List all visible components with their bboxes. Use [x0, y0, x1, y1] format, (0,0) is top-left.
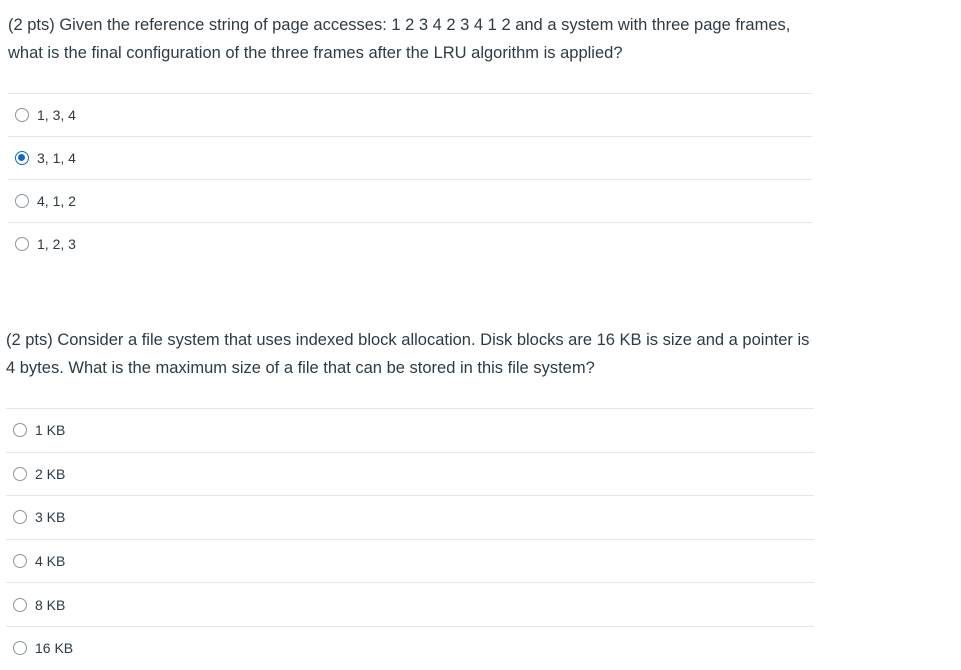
- answer-label: 1 KB: [35, 422, 66, 439]
- radio-button[interactable]: [13, 554, 27, 568]
- question-2-answers: [6, 408, 814, 670]
- answer-option[interactable]: [6, 539, 814, 583]
- radio-button[interactable]: [13, 510, 27, 524]
- answer-option[interactable]: [8, 93, 812, 136]
- answer-label: 1, 2, 3: [37, 236, 76, 252]
- answer-label: 3 KB: [35, 509, 66, 526]
- answer-option[interactable]: [8, 179, 812, 222]
- radio-button[interactable]: [13, 467, 27, 481]
- question-2-text: (2 pts) Consider a file system that uses indexed block allocation. Disk blocks are 16 KB is size and a pointer is 4 bytes. What is the maximum size of a file that can be stored in this file system?: [6, 331, 810, 377]
- radio-button[interactable]: [15, 194, 29, 208]
- answer-option[interactable]: [8, 136, 812, 179]
- answer-label: 4 KB: [35, 553, 66, 570]
- answer-option[interactable]: [6, 495, 814, 539]
- answer-option[interactable]: [6, 626, 814, 670]
- answer-option[interactable]: [8, 222, 812, 265]
- answer-option[interactable]: [6, 582, 814, 626]
- radio-button[interactable]: [13, 423, 27, 437]
- radio-button-selected[interactable]: [15, 151, 29, 165]
- answer-label: 3, 1, 4: [37, 150, 76, 166]
- answer-label: 16 KB: [35, 640, 74, 657]
- answer-label: 4, 1, 2: [37, 193, 76, 209]
- radio-button[interactable]: [15, 108, 29, 122]
- answer-option[interactable]: [6, 452, 814, 496]
- question-1: [8, 11, 812, 252]
- answer-option[interactable]: [6, 408, 814, 452]
- answer-label: 8 KB: [35, 596, 66, 613]
- answer-label: 1, 3, 4: [37, 107, 76, 123]
- question-2: [6, 326, 814, 657]
- radio-button[interactable]: [15, 237, 29, 251]
- answer-label: 2 KB: [35, 465, 66, 482]
- question-1-answers: [8, 93, 812, 265]
- radio-button[interactable]: [13, 598, 27, 612]
- radio-button[interactable]: [13, 641, 27, 655]
- question-1-text: (2 pts) Given the reference string of page accesses: 1 2 3 4 2 3 4 1 2 and a system with three page frames, what is the final configuration of the three frames after the LRU algorithm is applied?: [8, 16, 791, 62]
